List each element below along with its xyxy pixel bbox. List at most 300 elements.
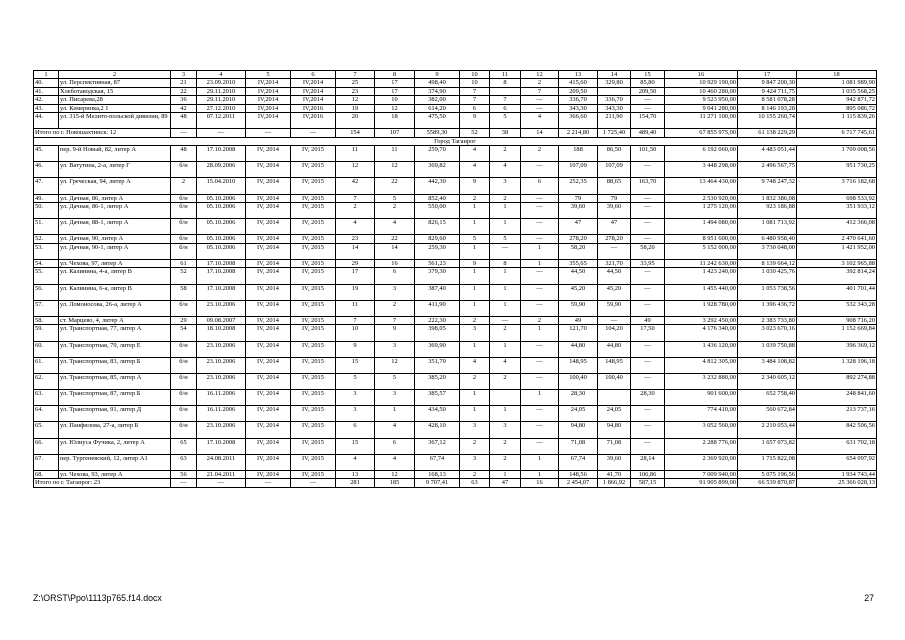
table-cell: 3 232 880,00 bbox=[665, 373, 738, 389]
table-cell: 901 600,00 bbox=[665, 390, 738, 406]
table-cell: 4 483 051,44 bbox=[738, 146, 797, 162]
table-cell: 148,56 bbox=[559, 471, 598, 479]
address-cell: ул. Транспортная, 77, литер А bbox=[59, 325, 171, 341]
table-cell: 7 bbox=[336, 194, 375, 202]
table-cell: — bbox=[521, 162, 559, 178]
column-header: 9 bbox=[415, 71, 460, 79]
address-cell: ул. Транспортная, 91, литер Д bbox=[59, 406, 171, 422]
table-cell: б/н bbox=[171, 300, 197, 316]
housing-table bbox=[33, 70, 877, 488]
table-cell: 45,20 bbox=[598, 284, 631, 300]
table-cell: 52 bbox=[171, 268, 197, 284]
table-cell: 3 484 108,82 bbox=[738, 357, 797, 373]
total-cell: — bbox=[171, 129, 197, 137]
table-cell: 213 737,16 bbox=[797, 406, 877, 422]
table-cell: IV,2014 bbox=[246, 87, 291, 95]
table-cell: 434,50 bbox=[415, 406, 460, 422]
table-cell: 28,30 bbox=[631, 390, 665, 406]
table-cell: IV, 2014 bbox=[246, 471, 291, 479]
table-cell: 05.10.2006 bbox=[197, 243, 246, 259]
table-row bbox=[34, 96, 877, 104]
table-cell: 67,74 bbox=[415, 454, 460, 470]
table-cell: IV, 2015 bbox=[291, 162, 336, 178]
row-number: 45. bbox=[34, 146, 59, 162]
table-cell: 2 bbox=[375, 203, 415, 219]
table-cell: 1 bbox=[490, 268, 521, 284]
table-cell: — bbox=[631, 357, 665, 373]
total-cell: 489,40 bbox=[631, 129, 665, 137]
table-cell: 59,90 bbox=[559, 300, 598, 316]
table-row bbox=[34, 341, 877, 357]
table-cell: 923 186,88 bbox=[738, 203, 797, 219]
table-cell: 39,60 bbox=[598, 454, 631, 470]
table-row bbox=[34, 219, 877, 235]
table-cell: 29 bbox=[171, 316, 197, 324]
table-cell: IV, 2014 bbox=[246, 373, 291, 389]
table-row bbox=[34, 87, 877, 95]
table-cell: IV, 2014 bbox=[246, 203, 291, 219]
table-cell: 351,70 bbox=[415, 357, 460, 373]
table-row bbox=[34, 325, 877, 341]
table-cell: — bbox=[631, 162, 665, 178]
table-cell: 1 bbox=[490, 471, 521, 479]
table-cell: 2 bbox=[490, 146, 521, 162]
table-cell: б/н bbox=[171, 194, 197, 202]
table-cell: 3 052 560,00 bbox=[665, 422, 738, 438]
table-cell: 100,40 bbox=[559, 373, 598, 389]
table-cell: 1 152 669,84 bbox=[797, 325, 877, 341]
table-cell: 15 bbox=[336, 357, 375, 373]
table-cell: 19 bbox=[336, 104, 375, 112]
table-cell: 329,80 bbox=[598, 79, 631, 87]
table-cell: IV, 2015 bbox=[291, 357, 336, 373]
table-cell: 3 bbox=[336, 390, 375, 406]
table-cell: 3 bbox=[375, 341, 415, 357]
table-cell: б/н bbox=[171, 422, 197, 438]
table-cell: 532 343,28 bbox=[797, 300, 877, 316]
table-cell: 4 bbox=[490, 162, 521, 178]
table-row bbox=[34, 146, 877, 162]
table-cell: 560 672,84 bbox=[738, 406, 797, 422]
table-row bbox=[34, 406, 877, 422]
table-cell: б/н bbox=[171, 390, 197, 406]
table-cell: 11 bbox=[375, 146, 415, 162]
table-cell: 4 bbox=[460, 357, 490, 373]
address-cell: ул. Писарева,28 bbox=[59, 96, 171, 104]
table-cell: 248 841,60 bbox=[797, 390, 877, 406]
address-cell: Хлеботаводская, 15 bbox=[59, 87, 171, 95]
table-cell: 4 bbox=[336, 219, 375, 235]
table-cell: 7 009 940,00 bbox=[665, 471, 738, 479]
address-cell: пер. Тургеневский, 12, литер А1 bbox=[59, 454, 171, 470]
table-cell: 10 460 280,00 bbox=[665, 87, 738, 95]
table-cell: 107,09 bbox=[598, 162, 631, 178]
table-cell: 21 bbox=[171, 79, 197, 87]
table-cell: — bbox=[521, 268, 559, 284]
table-row bbox=[34, 471, 877, 479]
table-cell: IV, 2015 bbox=[291, 235, 336, 243]
total-cell: 107 bbox=[375, 129, 415, 137]
table-cell: IV, 2014 bbox=[246, 406, 291, 422]
table-cell: 33,95 bbox=[631, 259, 665, 267]
table-cell: 9 bbox=[460, 113, 490, 129]
table-cell: 1 bbox=[460, 390, 490, 406]
table-cell: 652 758,40 bbox=[738, 390, 797, 406]
table-cell: 385,57 bbox=[415, 390, 460, 406]
table-cell: 9 847 200,30 bbox=[738, 79, 797, 87]
total-cell: 9 707,41 bbox=[415, 479, 460, 487]
table-cell: б/н bbox=[171, 243, 197, 259]
total-cell: 66 539 870,87 bbox=[738, 479, 797, 487]
table-cell: 27.12.2010 bbox=[197, 104, 246, 112]
table-cell: 5 152 000,00 bbox=[665, 243, 738, 259]
table-cell: 44,80 bbox=[559, 341, 598, 357]
table-cell: 22 bbox=[375, 178, 415, 194]
table-cell: 8 139 664,12 bbox=[738, 259, 797, 267]
address-cell: ул. Ватутина, 2-а, литер Г bbox=[59, 162, 171, 178]
table-cell: IV, 2015 bbox=[291, 471, 336, 479]
table-cell: — bbox=[631, 104, 665, 112]
total-cell: 2 454,07 bbox=[559, 479, 598, 487]
table-cell: 2 bbox=[490, 438, 521, 454]
table-cell: 65 bbox=[171, 438, 197, 454]
table-cell: 10 bbox=[460, 79, 490, 87]
column-header: 8 bbox=[375, 71, 415, 79]
table-cell: 12 bbox=[375, 104, 415, 112]
total-cell: 38 bbox=[490, 129, 521, 137]
table-cell: 1 bbox=[490, 219, 521, 235]
table-cell: 2 bbox=[521, 146, 559, 162]
table-cell: — bbox=[521, 341, 559, 357]
table-row bbox=[34, 235, 877, 243]
table-cell: 1 039 750,88 bbox=[738, 341, 797, 357]
table-row bbox=[34, 268, 877, 284]
table-cell: б/н bbox=[171, 357, 197, 373]
row-number: 57. bbox=[34, 300, 59, 316]
header-row bbox=[34, 71, 877, 79]
table-cell: 1 bbox=[521, 471, 559, 479]
table-cell: 8 951 600,00 bbox=[665, 235, 738, 243]
row-number: 53. bbox=[34, 243, 59, 259]
table-cell: IV, 2014 bbox=[246, 243, 291, 259]
column-header: 7 bbox=[336, 71, 375, 79]
table-cell bbox=[490, 390, 521, 406]
table-cell: 16.11.2006 bbox=[197, 406, 246, 422]
table-cell: 49 bbox=[559, 316, 598, 324]
total-cell: 14 bbox=[521, 129, 559, 137]
row-number: 56. bbox=[34, 284, 59, 300]
table-cell: 23 bbox=[336, 87, 375, 95]
address-cell: пер. 9-й Новый, 82, литер А bbox=[59, 146, 171, 162]
table-cell: IV, 2015 bbox=[291, 146, 336, 162]
table-cell: 367,12 bbox=[415, 438, 460, 454]
table-cell: 1 657 073,82 bbox=[738, 438, 797, 454]
total-cell: — bbox=[291, 479, 336, 487]
table-cell: 2 340 605,12 bbox=[738, 373, 797, 389]
address-cell: ул. Ломоносова, 26-а, литер А bbox=[59, 300, 171, 316]
table-cell: 9 748 247,32 bbox=[738, 178, 797, 194]
table-cell: 1 396 436,72 bbox=[738, 300, 797, 316]
table-cell: 278,20 bbox=[559, 235, 598, 243]
address-cell: ул. Дачная, 88-1, литер А bbox=[59, 219, 171, 235]
table-cell: 908 716,20 bbox=[797, 316, 877, 324]
table-cell: 16 bbox=[375, 259, 415, 267]
table-cell: 61 bbox=[171, 259, 197, 267]
address-cell: ул. Греческая, 94, литер А bbox=[59, 178, 171, 194]
table-cell: 1 bbox=[490, 341, 521, 357]
table-cell: 259,70 bbox=[415, 146, 460, 162]
table-cell: — bbox=[490, 316, 521, 324]
table-row bbox=[34, 259, 877, 267]
table-cell: 475,50 bbox=[415, 113, 460, 129]
table-cell: — bbox=[631, 341, 665, 357]
total-cell: — bbox=[197, 129, 246, 137]
city-section-row bbox=[34, 137, 877, 145]
table-cell: 259,30 bbox=[415, 243, 460, 259]
table-cell: IV, 2014 bbox=[246, 268, 291, 284]
table-cell: 28,14 bbox=[631, 454, 665, 470]
table-cell: 7 bbox=[460, 96, 490, 104]
table-cell: 1 bbox=[460, 219, 490, 235]
table-cell: 7 bbox=[336, 316, 375, 324]
table-cell: — bbox=[631, 235, 665, 243]
table-cell: 23 bbox=[336, 235, 375, 243]
table-cell: 6 bbox=[375, 438, 415, 454]
table-cell: б/н bbox=[171, 341, 197, 357]
table-cell: 895 086,72 bbox=[797, 104, 877, 112]
table-cell: 1 035 568,25 bbox=[797, 87, 877, 95]
table-cell: 88,65 bbox=[598, 178, 631, 194]
table-cell: 1 928 780,00 bbox=[665, 300, 738, 316]
table-cell: 14 bbox=[375, 243, 415, 259]
table-cell: 1 081 713,92 bbox=[738, 219, 797, 235]
table-cell: 321,70 bbox=[598, 259, 631, 267]
address-cell: ул. Дачная, 90, литер А bbox=[59, 235, 171, 243]
table-cell: 1 bbox=[521, 325, 559, 341]
table-cell: IV, 2015 bbox=[291, 259, 336, 267]
table-cell: 17 bbox=[375, 79, 415, 87]
table-cell: 58,20 bbox=[559, 243, 598, 259]
table-cell: 39,60 bbox=[598, 203, 631, 219]
table-cell bbox=[598, 87, 631, 95]
table-cell: 44,80 bbox=[598, 341, 631, 357]
table-row bbox=[34, 178, 877, 194]
total-row bbox=[34, 479, 877, 487]
address-cell: ул. Дачная, 90-1, литер А bbox=[59, 243, 171, 259]
table-cell: 12 bbox=[375, 357, 415, 373]
table-cell: 1 bbox=[460, 284, 490, 300]
address-cell: ул. Чехова, 93, литер А bbox=[59, 471, 171, 479]
row-number: 67. bbox=[34, 454, 59, 470]
table-cell: 18 bbox=[375, 113, 415, 129]
table-cell: 168,13 bbox=[415, 471, 460, 479]
row-number: 47. bbox=[34, 178, 59, 194]
table-cell: IV, 2015 bbox=[291, 219, 336, 235]
table-cell: 47 bbox=[559, 219, 598, 235]
table-cell: IV, 2014 bbox=[246, 219, 291, 235]
table-cell: — bbox=[521, 373, 559, 389]
table-cell: 23.10.2006 bbox=[197, 422, 246, 438]
table-cell: IV, 2015 bbox=[291, 316, 336, 324]
row-number: 41. bbox=[34, 87, 59, 95]
table-cell: IV, 2015 bbox=[291, 325, 336, 341]
total-cell: 154 bbox=[336, 129, 375, 137]
address-cell: ул. 315-й Мелито-польской дивизии, 89 bbox=[59, 113, 171, 129]
table-cell: 15.04.2010 bbox=[197, 178, 246, 194]
table-cell: 9 523 950,00 bbox=[665, 96, 738, 104]
table-cell: 1 455 440,00 bbox=[665, 284, 738, 300]
table-cell: — bbox=[631, 203, 665, 219]
table-cell: — bbox=[521, 300, 559, 316]
table-cell: 1 115 839,26 bbox=[797, 113, 877, 129]
table-cell: 561,23 bbox=[415, 259, 460, 267]
table-cell: 2 470 641,60 bbox=[797, 235, 877, 243]
table-cell: — bbox=[521, 357, 559, 373]
row-number: 43. bbox=[34, 104, 59, 112]
table-row bbox=[34, 162, 877, 178]
row-number: 40. bbox=[34, 79, 59, 87]
table-cell: 85,80 bbox=[631, 79, 665, 87]
table-cell: 3 bbox=[460, 422, 490, 438]
row-number: 44. bbox=[34, 113, 59, 129]
table-cell: 188 bbox=[559, 146, 598, 162]
table-cell: 101,50 bbox=[631, 146, 665, 162]
table-cell: 211,90 bbox=[598, 113, 631, 129]
address-cell: ул. Перспективная, 87 bbox=[59, 79, 171, 87]
table-cell: — bbox=[521, 104, 559, 112]
table-cell: 8 146 193,28 bbox=[738, 104, 797, 112]
row-number: 58. bbox=[34, 316, 59, 324]
table-cell: 47 bbox=[598, 219, 631, 235]
table-cell: 05.10.2006 bbox=[197, 219, 246, 235]
table-cell: 7 bbox=[460, 87, 490, 95]
table-cell: 36 bbox=[171, 96, 197, 104]
table-cell: — bbox=[631, 194, 665, 202]
table-cell: 2 369 920,00 bbox=[665, 454, 738, 470]
table-cell: 56 bbox=[171, 471, 197, 479]
table-cell: 21.04.2011 bbox=[197, 471, 246, 479]
table-cell: 42 bbox=[171, 104, 197, 112]
table-cell: 4 bbox=[375, 454, 415, 470]
row-number: 60. bbox=[34, 341, 59, 357]
row-number: 65. bbox=[34, 422, 59, 438]
page-number: 27 bbox=[864, 593, 874, 603]
row-number: 63. bbox=[34, 390, 59, 406]
table-cell: 71,08 bbox=[559, 438, 598, 454]
table-cell: 22 bbox=[171, 87, 197, 95]
table-cell: 05.10.2006 bbox=[197, 194, 246, 202]
table-cell: 392 814,24 bbox=[797, 268, 877, 284]
table-cell bbox=[490, 87, 521, 95]
total-label: Итого по г. Таганрог: 23 bbox=[34, 479, 171, 487]
table-cell: — bbox=[631, 300, 665, 316]
table-cell: 2 bbox=[490, 194, 521, 202]
file-path: Z:\ORST\Ppo\1113p765.f14.docx bbox=[33, 593, 162, 603]
table-cell: 13 464 430,00 bbox=[665, 178, 738, 194]
table-cell: 44,50 bbox=[559, 268, 598, 284]
table-cell: 3 448 298,00 bbox=[665, 162, 738, 178]
table-cell: 2 210 053,44 bbox=[738, 422, 797, 438]
address-cell: ул. Транспортная, 83, литер Б bbox=[59, 357, 171, 373]
table-cell: 13 bbox=[336, 471, 375, 479]
column-header: 12 bbox=[521, 71, 559, 79]
table-cell: 67,74 bbox=[559, 454, 598, 470]
table-cell: 1 bbox=[460, 300, 490, 316]
table-cell: 892 274,88 bbox=[797, 373, 877, 389]
table-cell: 4 bbox=[375, 219, 415, 235]
table-cell: IV, 2015 bbox=[291, 373, 336, 389]
table-cell: — bbox=[631, 406, 665, 422]
table-cell: 11 242 630,00 bbox=[665, 259, 738, 267]
row-number: 51. bbox=[34, 219, 59, 235]
table-cell: 1 bbox=[490, 284, 521, 300]
table-cell: IV, 2014 bbox=[246, 454, 291, 470]
table-cell: 336,70 bbox=[559, 96, 598, 104]
table-cell: 401 701,44 bbox=[797, 284, 877, 300]
table-cell: 17.10.2008 bbox=[197, 284, 246, 300]
table-cell: 39,60 bbox=[559, 203, 598, 219]
table-cell: — bbox=[631, 373, 665, 389]
table-cell: 2 bbox=[490, 454, 521, 470]
table-cell: 44,50 bbox=[598, 268, 631, 284]
table-cell: 369,82 bbox=[415, 162, 460, 178]
table-cell: 1 081 989,90 bbox=[797, 79, 877, 87]
table-cell: 3 bbox=[490, 422, 521, 438]
table-cell: 1 436 120,00 bbox=[665, 341, 738, 357]
table-cell: 412 366,08 bbox=[797, 219, 877, 235]
total-cell: 91 905 899,00 bbox=[665, 479, 738, 487]
table-cell: 1 709 008,56 bbox=[797, 146, 877, 162]
table-cell: 41,70 bbox=[598, 471, 631, 479]
address-cell: ул. Дачная, 86-1, литер А bbox=[59, 203, 171, 219]
address-cell: ст. Марцево, 4, литер А bbox=[59, 316, 171, 324]
table-cell: 07.12.2011 bbox=[197, 113, 246, 129]
table-cell: 842 506,56 bbox=[797, 422, 877, 438]
table-cell: IV,2014 bbox=[246, 104, 291, 112]
table-cell: 94,80 bbox=[559, 422, 598, 438]
table-cell: 22 bbox=[375, 235, 415, 243]
table-cell: 6 bbox=[336, 422, 375, 438]
table-cell: IV,2014 bbox=[246, 79, 291, 87]
table-cell: IV,2014 bbox=[246, 96, 291, 104]
table-cell: — bbox=[598, 243, 631, 259]
table-cell: 374,90 bbox=[415, 87, 460, 95]
table-cell: 252,35 bbox=[559, 178, 598, 194]
table-row bbox=[34, 390, 877, 406]
table-cell: 5 bbox=[336, 373, 375, 389]
total-label: Итого по г. Новошахтинск: 12 bbox=[34, 129, 171, 137]
table-cell: 05.10.2006 bbox=[197, 203, 246, 219]
table-cell: 6 192 060,00 bbox=[665, 146, 738, 162]
table-row bbox=[34, 300, 877, 316]
table-cell: 3 bbox=[460, 325, 490, 341]
row-number: 59. bbox=[34, 325, 59, 341]
table-cell: 2 bbox=[490, 373, 521, 389]
total-cell: — bbox=[171, 479, 197, 487]
row-number: 54. bbox=[34, 259, 59, 267]
address-cell: ул. Чехова, 97, литер А bbox=[59, 259, 171, 267]
total-cell: — bbox=[291, 129, 336, 137]
table-cell: 17 bbox=[375, 87, 415, 95]
table-cell: 28.09.2006 bbox=[197, 162, 246, 178]
table-cell: 1 275 120,00 bbox=[665, 203, 738, 219]
table-cell: 154,70 bbox=[631, 113, 665, 129]
table-row bbox=[34, 438, 877, 454]
table-row bbox=[34, 194, 877, 202]
table-cell: 24.08.2011 bbox=[197, 454, 246, 470]
table-row bbox=[34, 104, 877, 112]
column-header: 16 bbox=[665, 71, 738, 79]
